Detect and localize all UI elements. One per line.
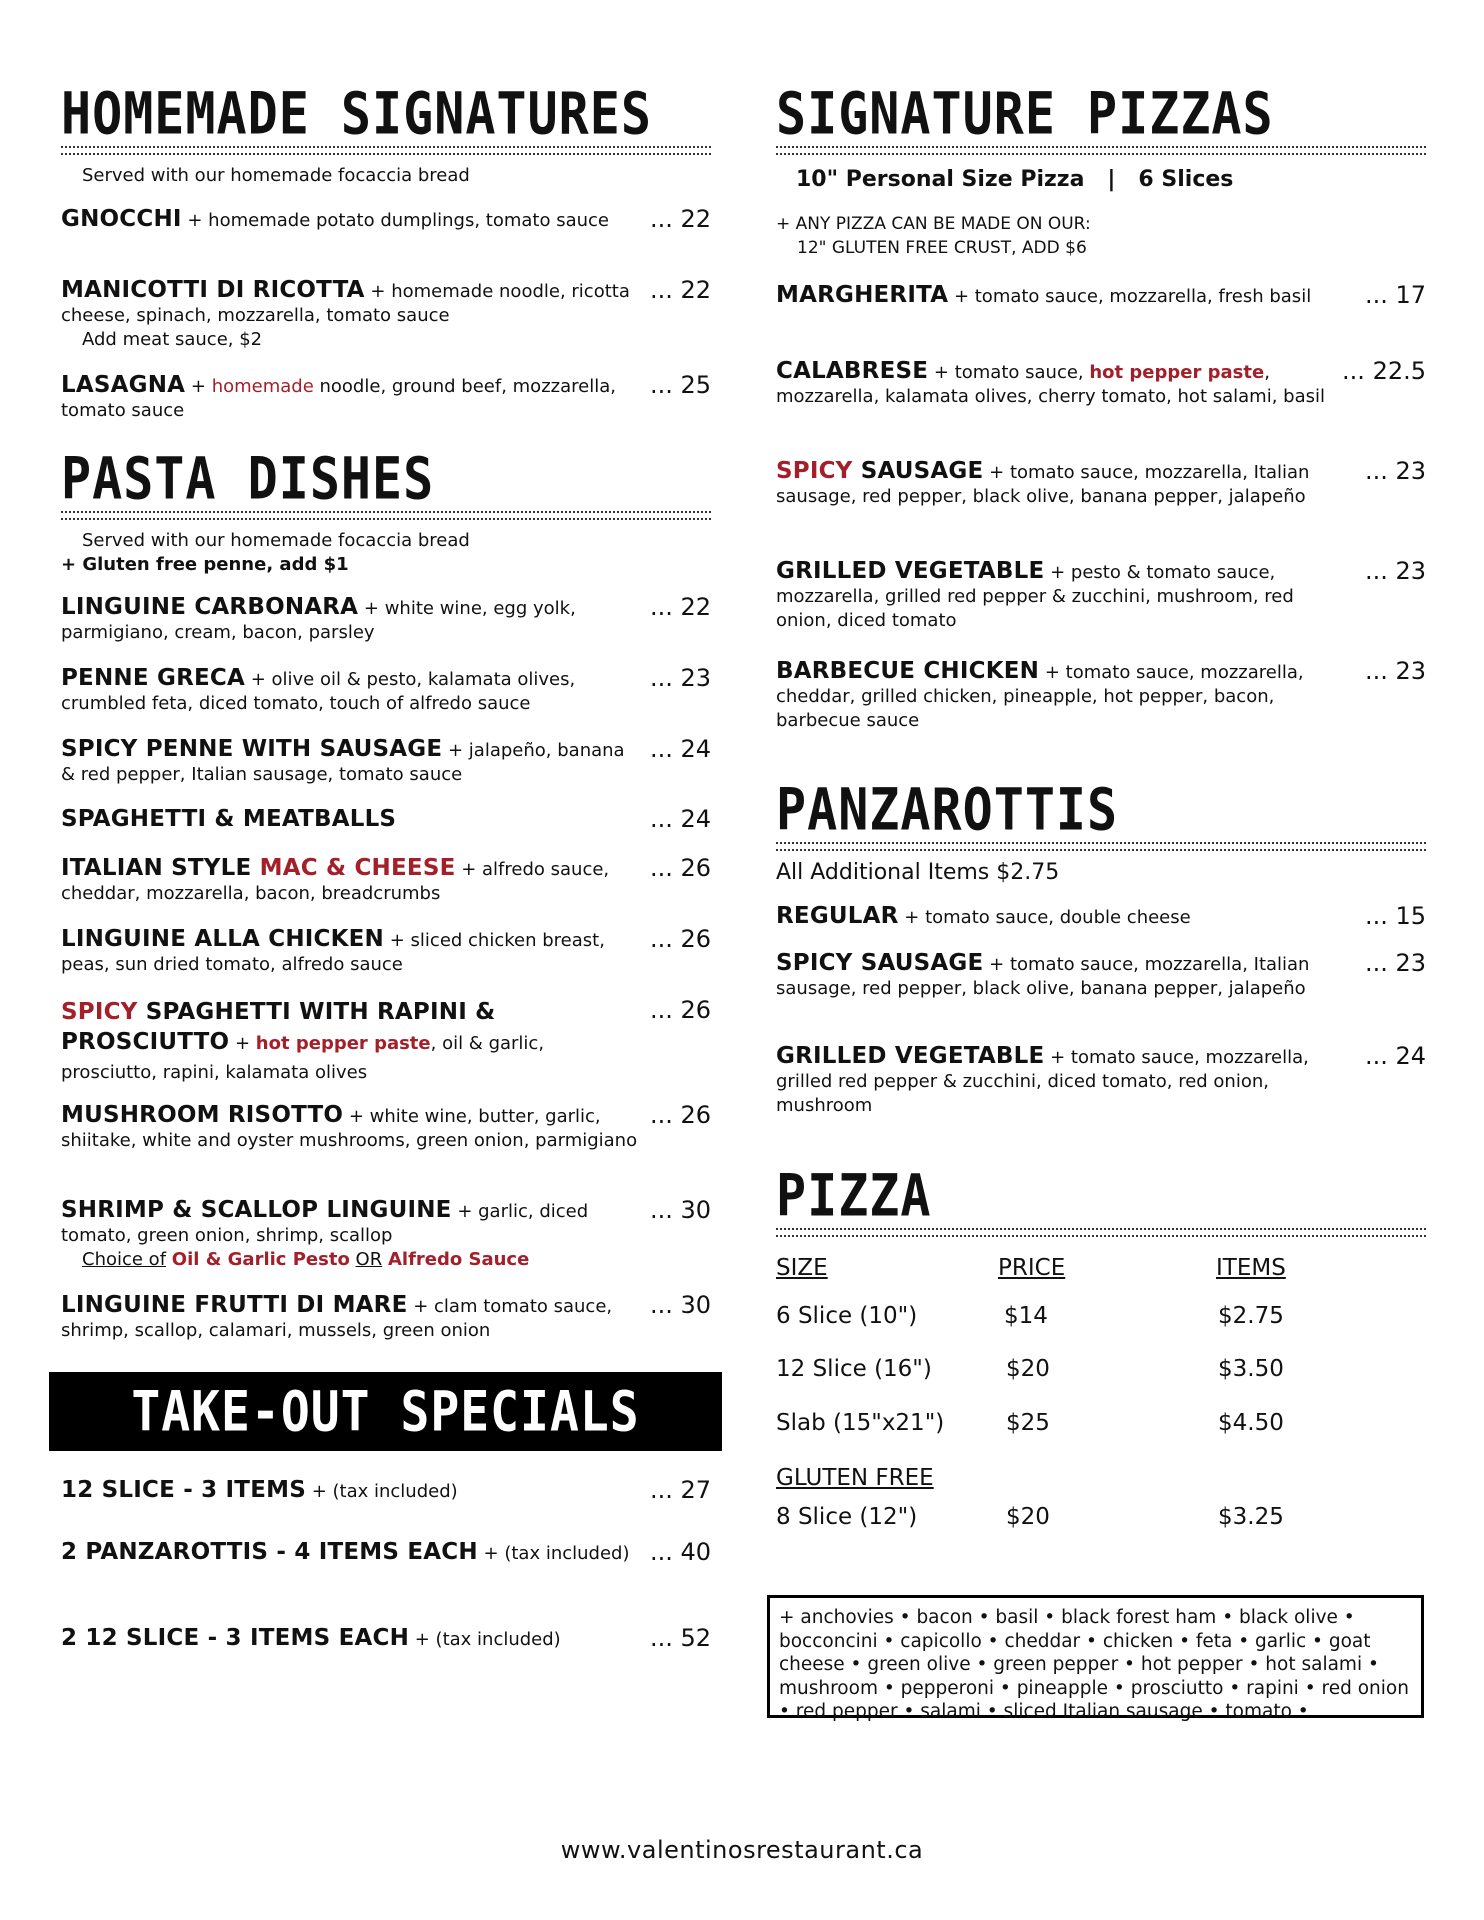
item-price: ... 23 (1364, 949, 1426, 977)
takeout-banner (49, 1372, 722, 1451)
item-desc: + sliced chicken breast, peas, sun dried tomato, alfredo sauce (61, 930, 605, 975)
menu-item (61, 998, 711, 1087)
col-header-items: ITEMS (1216, 1255, 1286, 1281)
item-name: GNOCCHI (61, 206, 182, 232)
item-desc-highlight: hot pepper paste (255, 1033, 431, 1054)
pasta-title: PASTA DISHES (61, 445, 435, 513)
choice-option: Oil & Garlic Pesto (171, 1249, 350, 1270)
menu-item (61, 666, 711, 716)
item-price: ... 24 (1364, 1042, 1426, 1070)
item-price: ... 24 (649, 735, 711, 763)
col-header-size: SIZE (776, 1255, 828, 1281)
item-desc: + (tax included) (305, 1481, 458, 1502)
menu-item (61, 373, 711, 423)
table-cell: $4.50 (1218, 1410, 1284, 1436)
pasta-note: Served with our homemade focaccia bread (82, 530, 470, 551)
item-name: LASAGNA (61, 372, 186, 398)
sigpizza-title: SIGNATURE PIZZAS (776, 80, 1274, 148)
gluten-free-note-2: 12" GLUTEN FREE CRUST, ADD $6 (797, 238, 1087, 258)
item-choice (61, 1248, 641, 1272)
item-desc: + jalapeño, banana & red pepper, Italian sausage, tomato sauce (61, 740, 625, 785)
menu-item (61, 207, 711, 233)
table-cell: $20 (1006, 1504, 1050, 1530)
item-desc: + white wine, butter, garlic, shiitake, white and oyster mushrooms, green onion, parmigiano (61, 1106, 638, 1151)
table-cell: 6 Slice (10") (776, 1303, 918, 1329)
toppings-box: + anchovies • bacon • basil • black forest ham • black olive • bocconcini • capicollo • cheddar • chicken • feta • garlic • goat cheese • green olive • green pepper • hot pepper • hot salami • mushroom • pepperoni • pineapple • prosciutto • rapini • red onion • red pepper • salami • sliced Italian sausage • tomato • (767, 1595, 1424, 1718)
col-header-price: PRICE (998, 1255, 1066, 1281)
menu-item (61, 595, 711, 645)
item-desc: + tomato sauce, mozzarella, grilled red pepper & zucchini, diced tomato, red onion, mushroom (776, 1047, 1309, 1116)
item-name: LINGUINE CARBONARA (61, 594, 359, 620)
item-desc: + homemade noodle, ricotta cheese, spinach, mozzarella, tomato sauce (61, 281, 630, 326)
pizza-title: PIZZA (776, 1162, 932, 1230)
item-desc: , mozzarella, kalamata olives, cherry tomato, hot salami, basil (776, 362, 1325, 407)
table-cell: $2.75 (1218, 1303, 1284, 1329)
item-desc: + homemade potato dumplings, tomato sauce (181, 210, 609, 231)
item-name: SPAGHETTI WITH RAPINI & PROSCIUTTO (61, 999, 496, 1055)
table-cell: $3.25 (1218, 1504, 1284, 1530)
item-price: ... 22 (649, 276, 711, 304)
item-desc: , oil & garlic, prosciutto, rapini, kalamata olives (61, 1033, 545, 1083)
item-name: CALABRESE (776, 358, 929, 384)
pizza-price-table (776, 1255, 1426, 1555)
pizza-size-note: 10" Personal Size Pizza | 6 Slices (796, 167, 1234, 192)
item-desc: + garlic, diced tomato, green onion, shrimp, scallop (61, 1201, 589, 1246)
item-name: MANICOTTI DI RICOTTA (61, 277, 365, 303)
menu-item (776, 904, 1426, 930)
gluten-free-header: GLUTEN FREE (776, 1465, 934, 1491)
menu-item (61, 1540, 711, 1566)
item-price: ... 30 (649, 1291, 711, 1319)
table-cell: $20 (1006, 1356, 1050, 1382)
item-desc: + olive oil & pesto, kalamata olives, crumbled feta, diced tomato, touch of alfredo sauce (61, 669, 576, 714)
item-desc: + white wine, egg yolk, parmigiano, cream, bacon, parsley (61, 598, 576, 643)
menu-item (61, 737, 711, 787)
item-name-highlight: SPICY (776, 458, 853, 484)
divider (776, 842, 1426, 851)
item-desc: + pesto & tomato sauce, mozzarella, grilled red pepper & zucchini, mushroom, red onion, diced tomato (776, 562, 1294, 631)
menu-item (776, 559, 1426, 633)
menu-item (61, 927, 711, 977)
divider (61, 511, 711, 520)
table-cell: $3.50 (1218, 1356, 1284, 1382)
choice-or: OR (355, 1249, 383, 1270)
item-desc: noodle, ground beef, mozzarella, tomato sauce (61, 376, 616, 421)
item-price: ... 23 (1364, 457, 1426, 485)
item-name: 12 SLICE - 3 ITEMS (61, 1477, 306, 1503)
table-cell: $14 (1004, 1303, 1048, 1329)
panz-title: PANZAROTTIS (776, 776, 1119, 844)
item-price: ... 22 (649, 205, 711, 233)
item-price: ... 26 (649, 854, 711, 882)
menu-item (61, 807, 711, 833)
menu-item (61, 1198, 711, 1272)
menu-item (61, 1293, 711, 1343)
item-desc: + tomato sauce, double cheese (898, 907, 1191, 928)
divider (776, 146, 1426, 155)
menu-item (776, 1044, 1426, 1118)
item-price: ... 26 (649, 996, 711, 1024)
menu-item (776, 659, 1426, 733)
item-name: SPAGHETTI & MEATBALLS (61, 806, 397, 832)
item-name-highlight: SPICY (61, 999, 138, 1025)
menu-item (61, 278, 711, 352)
item-desc: + alfredo sauce, cheddar, mozzarella, bacon, breadcrumbs (61, 859, 610, 904)
item-name: SPICY SAUSAGE (776, 950, 984, 976)
gluten-free-note: + ANY PIZZA CAN BE MADE ON OUR: (776, 214, 1091, 234)
item-desc: + tomato sauce, (928, 362, 1090, 383)
item-desc-highlight: hot pepper paste (1089, 362, 1265, 383)
item-price: ... 26 (649, 925, 711, 953)
item-price: ... 15 (1364, 902, 1426, 930)
menu-item (61, 856, 711, 906)
item-desc: + (tax included) (409, 1629, 561, 1650)
item-name: 2 12 SLICE - 3 ITEMS EACH (61, 1625, 410, 1651)
item-desc-highlight: homemade (211, 376, 314, 397)
choice-label: Choice of (82, 1249, 167, 1270)
homemade-title: HOMEMADE SIGNATURES (61, 80, 652, 148)
item-name: GRILLED VEGETABLE (776, 558, 1045, 584)
website-url[interactable]: www.valentinosrestaurant.ca (560, 1836, 924, 1864)
item-price: ... 22 (649, 593, 711, 621)
item-price: ... 23 (1364, 657, 1426, 685)
panz-note: All Additional Items $2.75 (776, 860, 1060, 885)
item-desc: + (229, 1033, 256, 1054)
item-name-highlight: MAC & CHEESE (259, 855, 456, 881)
item-desc: + (tax included) (477, 1543, 630, 1564)
item-name: SPICY PENNE WITH SAUSAGE (61, 736, 443, 762)
menu-item (776, 283, 1426, 309)
item-price: ... 22.5 (1342, 357, 1426, 385)
item-desc: + tomato sauce, mozzarella, Italian sausage, red pepper, black olive, banana pepper, jalapeño (776, 954, 1310, 999)
item-price: ... 24 (649, 805, 711, 833)
item-name: BARBECUE CHICKEN (776, 658, 1040, 684)
item-price: ... 23 (649, 664, 711, 692)
item-price: ... 23 (1364, 557, 1426, 585)
table-cell: 8 Slice (12") (776, 1504, 918, 1530)
item-price: ... 52 (649, 1624, 711, 1652)
item-name: 2 PANZAROTTIS - 4 ITEMS EACH (61, 1539, 478, 1565)
item-price: ... 17 (1364, 281, 1426, 309)
divider (61, 146, 711, 155)
menu-item (61, 1478, 711, 1504)
item-price: ... 27 (649, 1476, 711, 1504)
item-desc: + (185, 376, 212, 397)
table-cell: 12 Slice (16") (776, 1356, 932, 1382)
item-price: ... 30 (649, 1196, 711, 1224)
item-name: GRILLED VEGETABLE (776, 1043, 1045, 1069)
choice-option: Alfredo Sauce (387, 1249, 530, 1270)
item-name: ITALIAN STYLE (61, 855, 260, 881)
homemade-note: Served with our homemade focaccia bread (82, 165, 470, 186)
pasta-note-gluten: + Gluten free penne, add $1 (61, 554, 349, 575)
item-name: LINGUINE ALLA CHICKEN (61, 926, 385, 952)
menu-item (776, 359, 1426, 409)
takeout-title: TAKE-OUT SPECIALS (131, 1379, 640, 1444)
menu-item (776, 459, 1426, 509)
item-name: MUSHROOM RISOTTO (61, 1102, 344, 1128)
table-cell: Slab (15"x21") (776, 1410, 945, 1436)
item-desc: + tomato sauce, mozzarella, Italian sausage, red pepper, black olive, banana pepper, jalapeño (776, 462, 1310, 507)
item-name: REGULAR (776, 903, 899, 929)
item-name: PENNE GRECA (61, 665, 245, 691)
item-name: MARGHERITA (776, 282, 949, 308)
item-desc: + clam tomato sauce, shrimp, scallop, calamari, mussels, green onion (61, 1296, 613, 1341)
divider (776, 1228, 1426, 1237)
table-cell: $25 (1006, 1410, 1050, 1436)
item-name: LINGUINE FRUTTI DI MARE (61, 1292, 408, 1318)
menu-item (61, 1626, 711, 1652)
item-desc: + tomato sauce, mozzarella, fresh basil (948, 286, 1312, 307)
item-price: ... 25 (649, 371, 711, 399)
item-extra: Add meat sauce, $2 (82, 329, 263, 350)
item-desc: + tomato sauce, mozzarella, cheddar, grilled chicken, pineapple, hot pepper, bacon, barbecue sauce (776, 662, 1304, 731)
menu-item (61, 1103, 711, 1153)
item-price: ... 40 (649, 1538, 711, 1566)
menu-item (776, 951, 1426, 1001)
item-price: ... 26 (649, 1101, 711, 1129)
item-name: SHRIMP & SCALLOP LINGUINE (61, 1197, 452, 1223)
item-name: SAUSAGE (852, 458, 984, 484)
